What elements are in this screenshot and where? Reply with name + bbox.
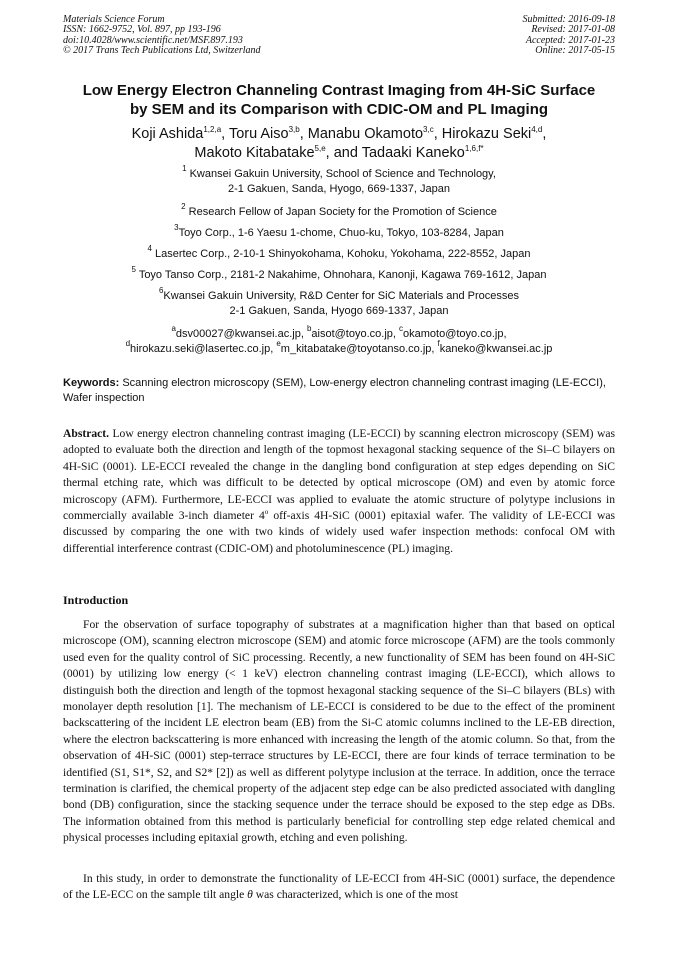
affiliation-number: 6 bbox=[158, 286, 164, 295]
author-affil-mark: 3,b bbox=[288, 125, 300, 134]
copyright: © 2017 Trans Tech Publications Ltd, Switzerland bbox=[63, 44, 261, 56]
affiliation-number: 3 bbox=[174, 223, 179, 232]
affiliation-5 bbox=[20, 265, 658, 283]
section-heading-introduction: Introduction bbox=[63, 593, 129, 607]
doi: doi:10.4028/www.scientific.net/MSF.897.193 bbox=[63, 34, 243, 46]
affiliation-number: 2 bbox=[181, 202, 186, 211]
abstract-label: Abstract. bbox=[63, 427, 110, 440]
email-list: $^a$dsv00027@kwansei.ac.jp, $^b$aisot@toyo.co.jp, $^c$okamoto@toyo.co.jp, $^d$hirokazu.seki@lasertec.co.jp, $^e$m_kitabatake@toyotanso.co.jp, $^f$kaneko@kwansei.ac.jp bbox=[125, 324, 553, 355]
affiliation-line: Kwansei Gakuin University, R&D Center for SiC Materials and Processes bbox=[163, 290, 520, 302]
revised-date: Revised: 2017-01-08 bbox=[531, 24, 615, 36]
affiliation-number: 5 bbox=[131, 265, 136, 274]
author-separator: , bbox=[542, 126, 547, 142]
keywords bbox=[63, 376, 615, 406]
author-name: Hirokazu Seki bbox=[441, 126, 532, 142]
degree-symbol: o bbox=[264, 508, 269, 517]
author-line-2 bbox=[30, 144, 648, 163]
paragraph-text: In this study, in order to demonstrate the functionality of LE-ECCI from 4H-SiC (0001) surface, the dependence of the LE-ECC on the sample tilt angle bbox=[63, 872, 615, 902]
email-address[interactable]: dsv00027@kwansei.ac.jp, bbox=[175, 328, 304, 340]
email-address[interactable]: m_kitabatake@toyotanso.co.jp, bbox=[280, 343, 435, 355]
paragraph-text: was characterized, which is one of the most bbox=[252, 888, 458, 902]
affiliation-number: 4 bbox=[147, 244, 152, 253]
email-address[interactable]: hirokazu.seki@lasertec.co.jp, bbox=[130, 343, 274, 355]
abstract-text: off-axis 4H-SiC (0001) epitaxial wafer. The validity of LE-ECCI was discussed by comparing the one with two kinds of widely used wafer inspection methods: confocal OM with differential interference contrast (CDIC-OM) and photoluminescence (PL) imaging. bbox=[63, 509, 615, 555]
journal-name: Materials Science Forum bbox=[63, 14, 165, 25]
issn-volume: ISSN: 1662-9752, Vol. 897, pp 193-196 bbox=[63, 24, 221, 36]
journal-header-left bbox=[63, 15, 261, 56]
affiliation-line: Toyo Corp., 1-6 Yaesu 1-chome, Chuo-ku, Tokyo, 103-8284, Japan bbox=[178, 227, 504, 239]
author-line-1 bbox=[30, 125, 648, 144]
affiliation-line: Kwansei Gakuin University, School of Science and Technology, bbox=[189, 168, 496, 180]
introduction-paragraph-2 bbox=[63, 871, 615, 904]
author-name: Manabu Okamoto bbox=[307, 126, 424, 142]
author-name: Toru Aiso bbox=[228, 126, 289, 142]
paper-title bbox=[40, 81, 638, 119]
author-name: Makoto Kitabatake bbox=[194, 145, 315, 161]
affiliation-line: 2-1 Gakuen, Sanda, Hyogo 669-1337, Japan bbox=[229, 305, 449, 317]
title-line-1: Low Energy Electron Channeling Contrast Imaging from 4H-SiC Surface bbox=[82, 82, 596, 99]
abstract-text: Low energy electron channeling contrast imaging (LE-ECCI) by scanning electron microscopy (SEM) was adopted to evaluate both the direction and length of the topmost hexagonal stacking sequence of the Si–C bilayers on 4H-SiC (0001). LE-ECCI revealed the change in the dangling bond configuration at step edges depending on SiC thermal etching rate, which was difficult to be detected by optical microscope (OM) and even by atomic force microscopy (AFM). Furthermore, LE-ECCI was applied to evaluate the atomic structure of polytype inclusions in commercially available 3-inch diameter 4 bbox=[63, 427, 615, 523]
keywords-label: Keywords: bbox=[63, 377, 120, 389]
author-affil-mark: 3,c bbox=[423, 125, 434, 134]
keywords-text: Scanning electron microscopy (SEM), Low-energy electron channeling contrast imaging (LE-ECCI), Wafer inspection bbox=[63, 377, 606, 404]
journal-header-right bbox=[523, 15, 616, 56]
author-affil-mark: 5,e bbox=[314, 144, 326, 153]
affiliation-line: Research Fellow of Japan Society for the Promotion of Science bbox=[188, 206, 497, 218]
theta-symbol: θ bbox=[247, 888, 253, 902]
author-name: Tadaaki Kaneko bbox=[361, 145, 465, 161]
author-separator: , bbox=[299, 126, 308, 142]
affiliation-1 bbox=[20, 164, 658, 197]
author-separator: , and bbox=[325, 145, 362, 161]
affiliation-6 bbox=[20, 286, 658, 319]
abstract bbox=[63, 426, 615, 557]
affiliation-line: Toyo Tanso Corp., 2181-2 Nakahime, Ohnohara, Kanonji, Kagawa 769-1612, Japan bbox=[138, 269, 547, 281]
affiliation-4 bbox=[20, 244, 658, 262]
author-affil-mark: 4,d bbox=[531, 125, 543, 134]
accepted-date: Accepted: 2017-01-23 bbox=[525, 34, 615, 46]
author-separator: , bbox=[433, 126, 442, 142]
author-list bbox=[30, 125, 648, 163]
submitted-date: Submitted: 2016-09-18 bbox=[522, 14, 615, 25]
author-name: Koji Ashida bbox=[131, 126, 204, 142]
affiliation-3 bbox=[20, 223, 658, 241]
author-separator: , bbox=[221, 126, 229, 142]
paragraph-text: For the observation of surface topography of substrates at a magnification higher than that based on optical microscope (OM), scanning electron microscope (SEM) and atomic force microscope (AFM) are the tools commonly used even for the quality control of SiC processing. Recently, a new functionality of SEM has been found on 4H-SiC (0001) by utilizing low energy (< 1 keV) electron channeling contrast imaging (LE-ECCI), which allows to distinguish both the direction and length of the topmost hexagonal stacking sequence of the Si–C bilayers (BLs) with monolayer depth resolution [1]. The mechanism of LE-ECCI is considered to be due to the effect of the prominent backscattering of the incident LE electron beam (EB) from the Si-C atomic columns inclined to the LE-EB direction, where the electron backscattering is more enhanced with increasing the length of the atomic column. So that, from the observation of 4H-SiC (0001) step-terrace structures by LE-ECCI, there are four kinds of terrace termination to be identified (S1, S1*, S2, and S2* [2]) as well as different polytype inclusion at the terrace. In addition, once the terrace termination is clarified, the chemical property of the adjacent step edge can be also predicted associated with dangling bond (DB) configuration, since the stacking sequence under the terrace should be exposed to the step edge as DBs. The information obtained from this method is particularly beneficial for controlling step edge related chemical and physical processes including epitaxial growth, etching and even polishing. bbox=[63, 618, 615, 845]
introduction-paragraph-1 bbox=[63, 617, 615, 847]
email-address[interactable]: kaneko@kwansei.ac.jp bbox=[439, 343, 553, 355]
title-line-2: by SEM and its Comparison with CDIC-OM and PL Imaging bbox=[129, 101, 549, 118]
email-address[interactable]: aisot@toyo.co.jp, bbox=[311, 328, 396, 340]
affiliation-line: Lasertec Corp., 2-10-1 Shinyokohama, Kohoku, Yokohama, 222-8552, Japan bbox=[155, 248, 531, 260]
affiliation-2 bbox=[20, 202, 658, 220]
email-address[interactable]: okamoto@toyo.co.jp, bbox=[403, 328, 507, 340]
author-affil-mark: 1,6,f* bbox=[464, 144, 484, 153]
author-affil-mark: 1,2,a bbox=[203, 125, 222, 134]
affiliation-line: 2-1 Gakuen, Sanda, Hyogo, 669-1337, Japan bbox=[228, 183, 450, 195]
affiliation-number: 1 bbox=[182, 164, 187, 173]
online-date: Online: 2017-05-15 bbox=[535, 44, 615, 56]
